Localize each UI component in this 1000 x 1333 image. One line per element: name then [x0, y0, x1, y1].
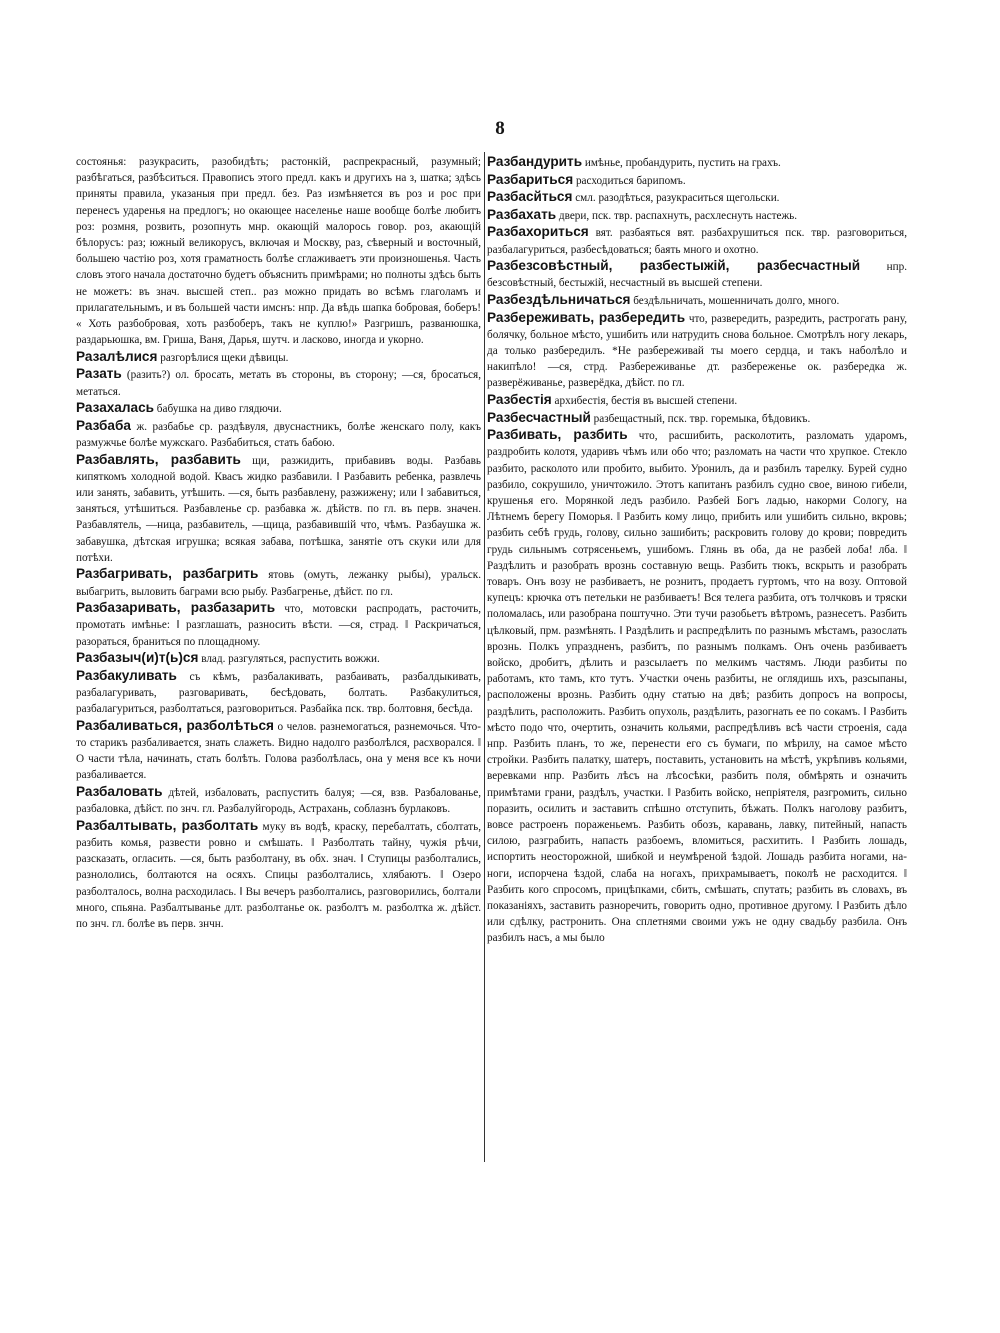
dictionary-entry	[487, 189, 907, 206]
column-divider	[484, 152, 485, 1162]
right-column	[487, 154, 907, 1324]
entry-text: щи, разжидить, прибавивъ воды. Разбавь кипяткомъ холодной водой. Квасъ жидко разбавили. ‖ Разбавить ребенка, развлечь или занять, забавить, утѣшить. —ся, быть разбавлену, разжижену; или ‖ забавиться, заняться, утѣшиться. Разбавленье ср. разбавка ж. дѣйств. по гл. въ перв. значен. Разбавлятель, —ница, разбавитель, —щица, разбавившій что, чѣмъ. Разбаушка ж. забавушка, дѣтская игрушка; всякая забава, потѣшка, занятіе отъ скуки или для потѣхи.	[76, 454, 481, 564]
entry-headword: Разбезсовѣстный, разбестыжій, разбесчастный	[487, 258, 861, 274]
entry-headword: Разбивать, разбить	[487, 427, 628, 443]
dictionary-entry	[487, 154, 907, 171]
dictionary-entry	[76, 566, 481, 599]
dictionary-entry	[76, 668, 481, 718]
left-column	[76, 154, 481, 1184]
entry-headword: Разбереживать, разбередить	[487, 309, 686, 325]
dictionary-entry	[76, 452, 481, 566]
entry-text: ятовь (омуть, лежанку рыбы), уральск. выбагрить, выловить баграми всю рыбу. Разбагренье, дѣйст. по гл.	[76, 569, 481, 598]
entry-headword: Разалѣлися	[76, 348, 158, 364]
entry-headword: Разбахать	[487, 206, 557, 222]
entry-text: съ кѣмъ, разбалакивать, разбаивать, разбалдыкивать, разбалагуривать, разговаривать, бесѣдовать, болтать. Разбакулиться, разбалагуриться, разболтаться, разговориться. Разбайка пск. твр. болтовня, бесѣда.	[76, 670, 481, 716]
entry-text: состоянья: разукрасить, разобидѣть; растонкій, распрекрасный, разумный; разбѣгаться, разбѣситься. Правописъ этого предл. какъ и другихъ на з, шатка; здѣсь приняты правила, указаныя при предл. без. Раз измѣняется въ роз и рос при перенесъ ударенья на предлогъ; но окающее населенье наше вообще болѣе любитъ роз: розмня, розвить, розопнуть мнр. окающій малорось говор. роз, акающій бѣлорусъ: раз; южный великорусъ, включая и Москву, раз, сѣверный и восточный, большею частію роз, хотя граматность болѣе сглаживаетъ эти произношенья. Часть словъ этого начала достаточно будетъ объяснить примѣрами; но полноты здѣсь быть не можетъ: въ знач. высшей степ.. раз можно придать во всѣмъ глаголамъ и прилагательнымъ, и въ большей части имснъ: нпр. Да вѣдь шапка бобровая, боберъ! « Хоть разбобровая, хоть разбоберъ, такъ не куплю!» Разгришъ, разванюшка, раздарьюшка, вм. Гриша, Ваня, Дарья, шутч. и ласково, иногда и укорно.	[76, 156, 481, 347]
entry-headword: Разбасйться	[487, 189, 573, 205]
entry-text: разгорѣлися щеки дѣвицы.	[160, 351, 289, 364]
entry-text: что, расшибить, расколотить, разломать ударомъ, раздробить колотя, ударивъ чѣмъ или обо что; разломать на части что хрупкое. Стекло разбито, расколото или пробито, выбито. Уронилъ, да и разбилъ тарелку. Бурей судно разбило, сокрушило, уничтожило. Этотъ капитанъ разбилъ судно свое, виною гибели, крушенья его. Морянкой ледъ разбило. Разбей Богъ ладью, накорми Сологу, на Лѣтнемъ берегу Поморья. ‖ Разбить кому лицо, прибить или ушибить сильно, вкровь; разбить себѣ грудь, голову, сильно зашибить; раскровить голову до крови; повредить грудь сильнымъ сотрясеньемъ, ушибомъ. Глянь въ оба, да не разбей лоба! лба. ‖ Раздѣлить и разобрать врознь составную вещь. Разбить тюкъ, вскрыть и разобрать товаръ. Онъ возу не разбиваетъ, не рознитъ, продаетъ гуртомъ, что на возу. Оптовой купецъ: крючка отъ петельки не разбиваетъ! Вся телега разбита, отъ толчковъ и тряски поломалась, или разобрана поштучно. Эти тучи разобьетъ вѣтромъ, разнесетъ. Разбить цѣлковый, прм. размѣнять. ‖ Раздѣлить и распредѣлить по разнымъ мѣстамъ, разослать врознь. Полкъ упраздненъ, разбитъ, по разнымъ полкамъ. Онъ очень разбиваетъ войско, дробитъ, дѣлить и разсылаетъ по мелкимъ частямъ. Люди разбиты по работамъ, кто тамъ, кто тутъ. Участки очень разбиты, не оглядишь ихъ, разсыпаны, расположены врознь. Разбить одну статью на двѣ; разбить допросъ на вопросы, раздѣлить, расположить. Разбить опухоль, раздѣлить, разогнать ее по сокамъ. ‖ Разбить мѣсто подо что, очертить, означить кольями, распредѣливъ всѣ части строенія, сада нпр. Разбить планъ, то же, перенести его съ бумаги, по мѣрилу, на самое мѣсто стройки. Разбить палатку, шатеръ, поставить, установить на мѣстѣ, укрѣпивъ кольями, веревками нпр. Разбить лѣсъ на лѣсосѣки, разбить поля, обмѣрять и означить примѣтами грани, раздѣлъ, участки. ‖ Разбить войско, непріятеля, разгромить, сильно поразить, осилить и заставить спѣшно отступить, бѣжать. Полкъ наголову разбитъ, вовсе растроенъ пораженьемъ. Разбить обозъ, каравань, лавку, питейный, напасть силою, разграбить, напасть разбоемъ, вломиться, расхитить. ‖ Разбить лошадь, испортить неосторожной, шибкой и неумѣреной ѣздой. Лошадь разбита ногами, на-ноги, испорчена ѣздой, слаба на ногахъ, прихрамываетъ, поколѣ не расходится. ‖ Разбить кого спросомъ, прицѣпками, сбить, смѣшать, спутать; разбить въ словахъ, въ показаніяхъ, заставить разноречить, говорить одно, противное другому. ‖ Разбить дѣло или сдѣлку, растронить. Она сплетнями своими ужъ не одну свадьбу разбила. Онъ разбилъ насъ, а мы было	[487, 430, 907, 945]
dictionary-entry	[487, 258, 907, 291]
dictionary-entry	[76, 349, 481, 366]
dictionary-entry	[487, 427, 907, 947]
entry-text: что, мотовски распродать, расточить, промотать имѣнье: ‖ разглашать, разносить вѣсти. —ся, страд. ‖ Раскричаться, разораться, браниться по площадному.	[76, 603, 481, 648]
entry-headword: Разбавлять, разбавить	[76, 451, 241, 467]
entry-text: смл. разодѣться, разукраситься щегольски.	[575, 192, 780, 205]
entry-headword: Разбаба	[76, 417, 131, 433]
entry-text: двери, пск. твр. распахнуть, расхлеснуть настежь.	[558, 209, 798, 222]
dictionary-entry	[76, 400, 481, 417]
entry-headword: Разбесчастный	[487, 409, 591, 425]
dictionary-entry	[76, 366, 481, 399]
entry-text: разбещастный, пск. твр. горемыка, бѣдовикъ.	[593, 412, 811, 425]
entry-headword: Разбаловать	[76, 784, 163, 800]
entry-headword: Разать	[76, 366, 122, 382]
entry-headword: Разбазыч(и)т(ь)ся	[76, 650, 199, 666]
entry-text: вят. разбаяться вят. разбахрушиться пск. твр. разговориться, разбалагуриться, разбесѣдоваться; баять много и охотно.	[487, 227, 907, 256]
entry-text: ж. разбабье ср. раздѣвуля, двуснастникъ, болѣе женскаго полу, какъ размужчье болѣе мужскаго. Разбабиться, стать бабою.	[76, 420, 481, 450]
dictionary-entry	[487, 224, 907, 257]
entry-headword: Разбахориться	[487, 224, 589, 240]
dictionary-entry	[487, 292, 907, 309]
page-number: 8	[495, 118, 505, 139]
entry-headword: Разбестія	[487, 391, 552, 407]
dictionary-entry	[487, 392, 907, 409]
entry-text: архибестія, бестія въ высшей степени.	[554, 394, 738, 407]
dictionary-entry	[76, 650, 481, 667]
entry-text: о челов. разнемогаться, разнемочься. Что-то старикъ разбаливается, знать слажеть. Видно надолго разболѣлся, расхворался. ‖ О части тѣла, начинать, стать болѣть. Голова разболѣлась, она у меня все къ ночи разбаливается.	[76, 720, 481, 782]
entry-text: бабушка на диво глядючи.	[156, 403, 282, 416]
entry-text: муку въ водѣ, краску, перебалтать, сболтать, разбить комья, развести ровно и смѣшать. ‖ Разболтать тайну, чужія рѣчи, разсказать, огласить. —ся, быть разболтану, въ обх. знач. ‖ Ступицы разболтались, разнололись, болтаются на осяхъ. Спицы разболтались, хлябаютъ. ‖ Озеро разболталось, волна расходилась. ‖ Вы вечеръ разболтались, разговорились, болтали много, спьяна. Разбалтыванье длт. разболтанье ок. разболтъ м. разболтка ж. дѣйст. по знч. гл. болѣе въ перв. знчн.	[76, 820, 481, 931]
entry-text: дѣтей, избаловать, распустить балуя; —ся, взв. Разбалованье, разбаловка, дѣйст. по знч. гл. Разбалуйгородь, Астрахань, соблазнъ бурлаковъ.	[76, 787, 481, 816]
dictionary-entry	[76, 154, 481, 348]
entry-text: (разить?) ол. бросать, метать въ стороны, въ сторону; —ся, бросаться, метаться.	[76, 369, 481, 398]
dictionary-entry	[76, 600, 481, 650]
dictionary-entry	[76, 784, 481, 817]
entry-text: влад. разгуляться, распустить вожжи.	[201, 653, 380, 666]
entry-headword: Разахалась	[76, 400, 154, 416]
entry-headword: Разбандурить	[487, 154, 583, 169]
entry-headword: Разбариться	[487, 171, 574, 187]
entry-headword: Разбаливаться, разболѣться	[76, 717, 274, 733]
dictionary-entry	[487, 207, 907, 224]
entry-text: бездѣльничать, мошенничать долго, много.	[633, 294, 840, 307]
entry-text: что, развередить, разредить, растрогать рану, болячку, больное мѣсто, ушибить или натрудить снова больное. Смотрѣлъ ногу лекарь, да только разбередилъ. *Не разбереживай ты моего сердца, и такъ наболѣло и накипѣло! —ся, стрд. Разбереживанье дт. разбереженье ок. разбередка ж. разверёживанье, разверёдка, дѣйст. по гл.	[487, 312, 907, 390]
entry-headword: Разбазаривать, разбазарить	[76, 600, 276, 616]
dictionary-entry	[487, 172, 907, 189]
entry-text: нпр. безсовѣстный, бестыжій, несчастный въ высшей степени.	[487, 261, 907, 290]
entry-headword: Разбакуливать	[76, 667, 177, 683]
entry-text: имѣнье, пробандурить, пустить на грахъ.	[584, 157, 781, 169]
entry-headword: Разбездѣльничаться	[487, 291, 631, 307]
dictionary-entry	[76, 818, 481, 932]
dictionary-entry	[487, 310, 907, 392]
entry-headword: Разбалтывать, разболтать	[76, 817, 259, 833]
dictionary-entry	[76, 718, 481, 784]
dictionary-entry	[487, 410, 907, 427]
entry-text: расходиться барипомъ.	[575, 174, 686, 187]
dictionary-entry	[76, 418, 481, 451]
entry-headword: Разбагривать, разбагрить	[76, 566, 259, 582]
